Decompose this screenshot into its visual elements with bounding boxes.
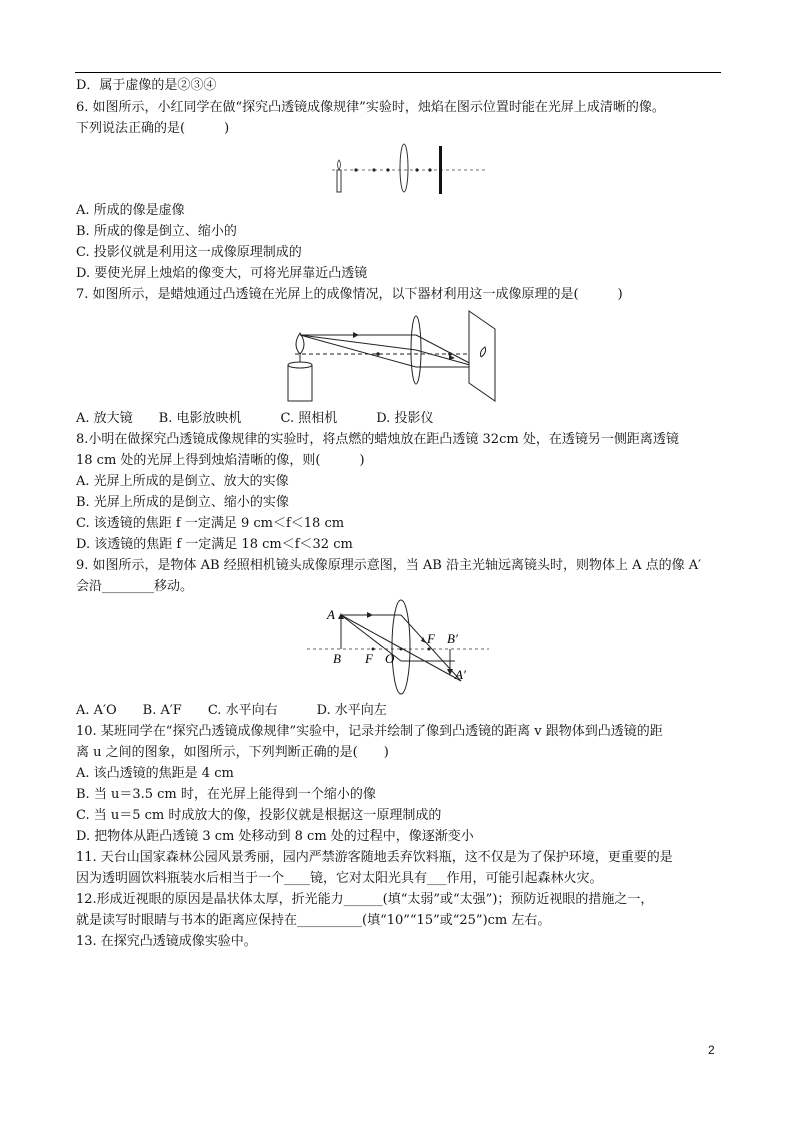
label-F-right: F xyxy=(427,631,435,646)
question-8-stem: 8.小明在做探究凸透镜成像规律的实验时，将点燃的蜡烛放在距凸透镜 32cm 处，在透镜另一侧距离透镜 xyxy=(76,432,679,447)
q10-option-c: C. 当 u＝5 cm 时成放大的像，投影仪就是根据这一原理制成的 xyxy=(76,808,442,823)
q8-option-c: C. 该透镜的焦距 f 一定满足 9 cm＜f＜18 cm xyxy=(76,516,345,531)
question-13-stem: 13. 在探究凸透镜成像实验中。 xyxy=(76,934,257,949)
label-O: O xyxy=(385,651,395,666)
question-7-figure xyxy=(283,305,515,405)
label-A: A xyxy=(327,607,335,622)
q8-option-a: A. 光屏上所成的是倒立、放大的实像 xyxy=(76,474,289,489)
q6-option-a: A. 所成的像是虚像 xyxy=(76,203,185,218)
question-9-stem: 9. 如图所示，是物体 AB 经照相机镜头成像原理示意图，当 AB 沿主光轴远离镜头时，则物体上 A 点的像 A′ xyxy=(76,558,702,573)
question-11-stem: 11. 天台山国家森林公园风景秀丽，园内严禁游客随地丢弃饮料瓶，这不仅是为了保护环境，更重要的是 xyxy=(76,850,673,865)
header-rule xyxy=(75,72,721,73)
q9-options: A. A′O B. A′F C. 水平向右 D. 水平向左 xyxy=(76,703,387,718)
question-9-figure xyxy=(305,597,491,697)
q10-option-b: B. 当 u＝3.5 cm 时，在光屏上能得到一个缩小的像 xyxy=(76,787,376,802)
q6-option-d: D. 要使光屏上烛焰的像变大，可将光屏靠近凸透镜 xyxy=(76,266,368,281)
question-6-figure xyxy=(328,138,490,194)
label-B: B xyxy=(333,651,341,666)
q6-option-b: B. 所成的像是倒立、缩小的 xyxy=(76,224,237,239)
question-12-stem-cont: 就是读写时眼睛与书本的距离应保持在__________(填“10”“15”或“25”)cm 左右。 xyxy=(76,913,551,928)
page-number: 2 xyxy=(708,1043,715,1057)
q8-option-b: B. 光屏上所成的是倒立、缩小的实像 xyxy=(76,495,289,510)
text-line: D．属于虚像的是②③④ xyxy=(76,78,217,93)
q8-option-d: D. 该透镜的焦距 f 一定满足 18 cm＜f＜32 cm xyxy=(76,537,353,552)
q6-option-c: C. 投影仪就是利用这一成像原理制成的 xyxy=(76,245,302,260)
q7-options: A. 放大镜 B. 电影放映机 C. 照相机 D. 投影仪 xyxy=(76,411,434,426)
question-8-stem-cont: 18 cm 处的光屏上得到烛焰清晰的像，则( ) xyxy=(76,453,365,468)
question-12-stem: 12.形成近视眼的原因是晶状体太厚，折光能力______(填“太弱”或“太强”)；预防近视眼的措施之一， xyxy=(76,892,654,907)
question-10-stem-cont: 离 u 之间的图象，如图所示，下列判断正确的是( ) xyxy=(76,745,389,760)
label-F-left: F xyxy=(365,651,373,666)
question-6-stem-cont: 下列说法正确的是( ) xyxy=(76,121,230,136)
question-7-stem: 7. 如图所示，是蜡烛通过凸透镜在光屏上的成像情况，以下器材利用这一成像原理的是( ) xyxy=(76,287,623,302)
question-9-stem-cont: 会沿________移动。 xyxy=(76,579,194,594)
label-A-prime: A′ xyxy=(455,667,466,682)
q10-option-d: D. 把物体从距凸透镜 3 cm 处移动到 8 cm 处的过程中，像逐渐变小 xyxy=(76,829,474,844)
question-6-stem: 6. 如图所示，小红同学在做“探究凸透镜成像规律”实验时，烛焰在图示位置时能在光屏上成清晰的像。 xyxy=(76,100,665,115)
q10-option-a: A. 该凸透镜的焦距是 4 cm xyxy=(76,766,234,781)
label-B-prime: B′ xyxy=(447,631,458,646)
question-10-stem: 10. 某班同学在“探究凸透镜成像规律”实验中，记录并绘制了像到凸透镜的距离 v 跟物体到凸透镜的距 xyxy=(76,724,663,739)
question-11-stem-cont: 因为透明圆饮料瓶装水后相当于一个____镜，它对太阳光具有___作用，可能引起森林火灾。 xyxy=(76,871,603,886)
